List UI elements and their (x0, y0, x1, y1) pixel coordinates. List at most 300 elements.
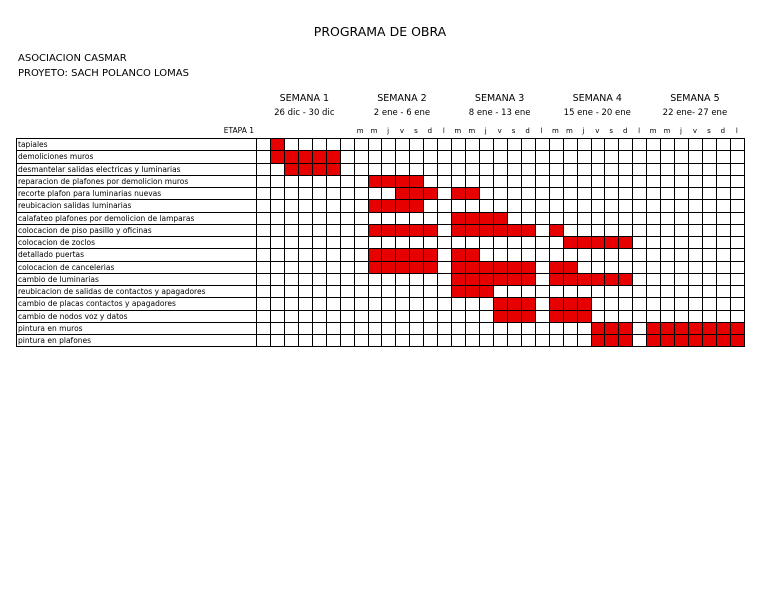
schedule-cell (493, 286, 507, 298)
schedule-cell (605, 310, 619, 322)
schedule-cell (605, 224, 619, 236)
schedule-cell (340, 224, 354, 236)
schedule-cell (312, 188, 326, 200)
day-letter: l (540, 127, 543, 135)
schedule-cell (340, 237, 354, 249)
schedule-cell (730, 212, 744, 224)
schedule-cell (619, 151, 633, 163)
schedule-cell (340, 286, 354, 298)
schedule-cell (675, 163, 689, 175)
schedule-cell (410, 335, 424, 347)
schedule-cell (563, 335, 577, 347)
schedule-cell-active (549, 310, 563, 322)
schedule-cell (480, 200, 494, 212)
schedule-cell-active (591, 237, 605, 249)
schedule-cell-active (452, 249, 466, 261)
schedule-cell (410, 151, 424, 163)
etapa-label: ETAPA 1 (223, 126, 254, 135)
schedule-cell (257, 212, 271, 224)
schedule-cell-active (675, 322, 689, 334)
schedule-cell (284, 273, 298, 285)
day-letter: l (735, 127, 738, 135)
schedule-cell (647, 261, 661, 273)
schedule-cell (438, 224, 452, 236)
schedule-cell (466, 322, 480, 334)
schedule-cell-active (326, 163, 340, 175)
schedule-cell (438, 188, 452, 200)
day-letter: s (609, 127, 614, 135)
schedule-cell (563, 224, 577, 236)
day-letter: j (680, 127, 682, 135)
day-letter: l (442, 127, 445, 135)
schedule-cell (340, 163, 354, 175)
schedule-cell (354, 322, 368, 334)
schedule-cell (689, 273, 703, 285)
schedule-cell (480, 237, 494, 249)
schedule-cell (619, 310, 633, 322)
schedule-cell (605, 261, 619, 273)
schedule-cell (633, 212, 647, 224)
schedule-cell (270, 310, 284, 322)
schedule-cell (689, 224, 703, 236)
schedule-cell (270, 224, 284, 236)
schedule-cell-active (563, 310, 577, 322)
schedule-cell (689, 298, 703, 310)
schedule-cell (689, 237, 703, 249)
schedule-cell (312, 298, 326, 310)
schedule-cell (396, 322, 410, 334)
schedule-cell (563, 188, 577, 200)
schedule-cell (270, 200, 284, 212)
schedule-cell (368, 139, 382, 151)
schedule-cell (675, 212, 689, 224)
schedule-cell (703, 261, 717, 273)
schedule-cell (452, 151, 466, 163)
schedule-cell-active (619, 322, 633, 334)
schedule-cell (466, 151, 480, 163)
schedule-cell (535, 322, 549, 334)
schedule-cell-active (619, 335, 633, 347)
association-name: ASOCIACION CASMAR (18, 53, 127, 64)
schedule-cell-active (730, 322, 744, 334)
day-letter: v (595, 127, 600, 135)
schedule-cell-active (396, 175, 410, 187)
schedule-cell (563, 163, 577, 175)
schedule-cell-active (605, 273, 619, 285)
schedule-cell-active (396, 200, 410, 212)
schedule-cell (312, 175, 326, 187)
schedule-cell (298, 310, 312, 322)
schedule-cell (270, 175, 284, 187)
schedule-cell (396, 310, 410, 322)
task-name: reparacion de plafones por demolicion muros (17, 175, 257, 187)
day-letter: s (511, 127, 516, 135)
schedule-cell (675, 310, 689, 322)
schedule-cell (270, 322, 284, 334)
schedule-cell-active (577, 237, 591, 249)
schedule-cell (382, 298, 396, 310)
schedule-cell (438, 237, 452, 249)
schedule-cell (410, 273, 424, 285)
schedule-cell (507, 139, 521, 151)
schedule-cell (298, 286, 312, 298)
schedule-cell-active (466, 261, 480, 273)
task-row (17, 200, 745, 212)
schedule-cell (438, 175, 452, 187)
schedule-cell (257, 298, 271, 310)
schedule-cell-active (591, 273, 605, 285)
day-letter: d (622, 127, 628, 135)
schedule-cell (563, 249, 577, 261)
schedule-cell (257, 139, 271, 151)
schedule-cell (410, 139, 424, 151)
schedule-cell (270, 335, 284, 347)
schedule-cell (507, 322, 521, 334)
schedule-cell (591, 151, 605, 163)
schedule-cell (382, 188, 396, 200)
schedule-cell (354, 249, 368, 261)
schedule-cell (257, 335, 271, 347)
schedule-cell (535, 273, 549, 285)
schedule-cell-active (605, 322, 619, 334)
schedule-cell-active (368, 261, 382, 273)
schedule-cell (716, 163, 730, 175)
schedule-cell (689, 212, 703, 224)
schedule-cell (716, 286, 730, 298)
schedule-cell-active (466, 188, 480, 200)
day-letter: m (649, 127, 657, 135)
schedule-cell (284, 139, 298, 151)
schedule-cell-active (619, 273, 633, 285)
task-row (17, 286, 745, 298)
schedule-cell (298, 237, 312, 249)
schedule-cell (577, 212, 591, 224)
schedule-cell (270, 286, 284, 298)
schedule-cell (368, 188, 382, 200)
schedule-cell (619, 188, 633, 200)
schedule-cell (452, 310, 466, 322)
schedule-cell (438, 298, 452, 310)
schedule-cell (340, 212, 354, 224)
schedule-cell (340, 298, 354, 310)
schedule-cell (507, 286, 521, 298)
schedule-cell (270, 163, 284, 175)
schedule-cell (675, 200, 689, 212)
schedule-cell (675, 261, 689, 273)
schedule-cell (605, 175, 619, 187)
schedule-cell (396, 286, 410, 298)
schedule-cell (466, 163, 480, 175)
schedule-cell-active (605, 335, 619, 347)
schedule-cell (368, 335, 382, 347)
schedule-cell (466, 335, 480, 347)
task-row (17, 163, 745, 175)
schedule-cell (521, 286, 535, 298)
schedule-cell (312, 224, 326, 236)
schedule-cell (438, 139, 452, 151)
schedule-cell (340, 335, 354, 347)
week-date-range: 26 dic - 30 dic (274, 108, 335, 118)
schedule-cell (424, 200, 438, 212)
schedule-cell (605, 188, 619, 200)
schedule-cell (424, 335, 438, 347)
schedule-cell (480, 175, 494, 187)
schedule-cell-active (480, 261, 494, 273)
schedule-cell (438, 151, 452, 163)
schedule-cell-active (368, 249, 382, 261)
schedule-cell (326, 188, 340, 200)
schedule-cell (716, 237, 730, 249)
schedule-cell (270, 249, 284, 261)
schedule-cell (354, 175, 368, 187)
schedule-cell-active (716, 322, 730, 334)
schedule-cell (689, 139, 703, 151)
schedule-cell (340, 151, 354, 163)
schedule-cell (647, 212, 661, 224)
schedule-cell (633, 224, 647, 236)
schedule-cell (633, 335, 647, 347)
schedule-cell-active (382, 261, 396, 273)
schedule-cell (675, 224, 689, 236)
schedule-cell (493, 237, 507, 249)
schedule-cell (354, 224, 368, 236)
schedule-cell (368, 286, 382, 298)
schedule-cell (396, 335, 410, 347)
schedule-cell (340, 200, 354, 212)
schedule-cell (270, 261, 284, 273)
schedule-cell (730, 261, 744, 273)
schedule-cell (661, 286, 675, 298)
schedule-cell (619, 286, 633, 298)
schedule-cell-active (507, 261, 521, 273)
schedule-cell-active (577, 273, 591, 285)
schedule-cell (368, 322, 382, 334)
schedule-cell (424, 237, 438, 249)
schedule-cell-active (410, 188, 424, 200)
schedule-cell (368, 298, 382, 310)
schedule-cell-active (507, 224, 521, 236)
schedule-cell (730, 188, 744, 200)
schedule-cell (619, 175, 633, 187)
schedule-cell (549, 286, 563, 298)
schedule-cell-active (493, 212, 507, 224)
schedule-cell (675, 298, 689, 310)
schedule-cell (284, 335, 298, 347)
day-letter: m (663, 127, 671, 135)
schedule-cell-active (493, 310, 507, 322)
schedule-cell (452, 237, 466, 249)
day-letter: j (484, 127, 487, 135)
schedule-cell (605, 286, 619, 298)
day-letter: m (454, 127, 462, 135)
schedule-cell (424, 322, 438, 334)
schedule-cell (284, 212, 298, 224)
schedule-cell (619, 200, 633, 212)
schedule-cell (535, 175, 549, 187)
schedule-cell (438, 286, 452, 298)
schedule-cell-active (563, 298, 577, 310)
schedule-cell (661, 237, 675, 249)
schedule-cell (480, 163, 494, 175)
schedule-cell (354, 200, 368, 212)
schedule-cell (703, 212, 717, 224)
schedule-cell (661, 261, 675, 273)
schedule-cell (716, 188, 730, 200)
schedule-cell (535, 224, 549, 236)
week-date-range: 2 ene - 6 ene (373, 108, 431, 118)
schedule-cell (493, 322, 507, 334)
task-name: calafateo plafones por demolicion de lamparas (17, 212, 257, 224)
day-letter: v (497, 127, 502, 135)
schedule-cell (591, 163, 605, 175)
schedule-cell (438, 310, 452, 322)
day-letter: v (399, 127, 405, 135)
schedule-cell (605, 139, 619, 151)
schedule-cell (396, 273, 410, 285)
schedule-cell (633, 286, 647, 298)
schedule-cell (730, 310, 744, 322)
task-name: pintura en plafones (17, 335, 257, 347)
schedule-cell (661, 310, 675, 322)
schedule-cell (354, 273, 368, 285)
schedule-cell (661, 249, 675, 261)
schedule-cell (730, 139, 744, 151)
schedule-cell (647, 188, 661, 200)
schedule-cell (354, 261, 368, 273)
schedule-cell-active (563, 273, 577, 285)
week-label: SEMANA 5 (670, 93, 720, 104)
schedule-cell-active (507, 310, 521, 322)
schedule-cell (647, 286, 661, 298)
schedule-cell-active (382, 175, 396, 187)
schedule-cell (661, 212, 675, 224)
task-row (17, 139, 745, 151)
schedule-cell (535, 237, 549, 249)
schedule-cell-active (493, 273, 507, 285)
schedule-cell (452, 298, 466, 310)
day-letter: m (356, 127, 364, 135)
schedule-cell (382, 139, 396, 151)
schedule-cell (493, 151, 507, 163)
schedule-cell (647, 298, 661, 310)
schedule-cell-active (563, 261, 577, 273)
schedule-cell (340, 175, 354, 187)
schedule-cell-active (452, 224, 466, 236)
schedule-cell (493, 335, 507, 347)
schedule-cell (521, 335, 535, 347)
schedule-cell (535, 310, 549, 322)
schedule-cell (661, 273, 675, 285)
day-letter: d (427, 127, 433, 135)
schedule-cell (577, 224, 591, 236)
schedule-cell (549, 163, 563, 175)
schedule-cell (549, 212, 563, 224)
schedule-cell (480, 151, 494, 163)
schedule-cell (703, 286, 717, 298)
schedule-cell (619, 249, 633, 261)
schedule-cell (647, 310, 661, 322)
schedule-cell-active (452, 261, 466, 273)
schedule-cell (619, 298, 633, 310)
schedule-cell (633, 175, 647, 187)
schedule-cell-active (480, 273, 494, 285)
schedule-cell (257, 200, 271, 212)
schedule-cell (633, 249, 647, 261)
schedule-cell (577, 175, 591, 187)
schedule-cell (312, 286, 326, 298)
schedule-cell (340, 261, 354, 273)
schedule-cell (493, 175, 507, 187)
schedule-cell (298, 335, 312, 347)
schedule-cell (535, 286, 549, 298)
schedule-cell-active (480, 286, 494, 298)
schedule-cell-active (591, 322, 605, 334)
schedule-cell-active (368, 200, 382, 212)
schedule-cell (410, 237, 424, 249)
schedule-cell-active (382, 200, 396, 212)
schedule-cell (507, 175, 521, 187)
schedule-cell (257, 273, 271, 285)
schedule-cell (507, 249, 521, 261)
schedule-cell (521, 322, 535, 334)
schedule-cell (452, 163, 466, 175)
schedule-cell-active (507, 273, 521, 285)
schedule-cell (661, 224, 675, 236)
schedule-cell (521, 237, 535, 249)
schedule-cell (605, 163, 619, 175)
schedule-cell (284, 175, 298, 187)
schedule-cell (507, 237, 521, 249)
task-row (17, 273, 745, 285)
schedule-cell (340, 249, 354, 261)
schedule-cell (535, 151, 549, 163)
schedule-cell (257, 188, 271, 200)
schedule-cell (452, 139, 466, 151)
schedule-cell (410, 286, 424, 298)
schedule-cell (703, 237, 717, 249)
schedule-cell (661, 188, 675, 200)
schedule-cell (730, 249, 744, 261)
schedule-cell (591, 261, 605, 273)
schedule-cell (298, 224, 312, 236)
schedule-cell-active (452, 286, 466, 298)
schedule-cell (438, 200, 452, 212)
schedule-cell (354, 335, 368, 347)
schedule-cell-active (424, 261, 438, 273)
task-name: reubicacion de salidas de contactos y apagadores (17, 286, 257, 298)
schedule-cell (675, 175, 689, 187)
schedule-cell-active (493, 224, 507, 236)
schedule-cell (354, 286, 368, 298)
schedule-cell (549, 175, 563, 187)
schedule-cell (591, 286, 605, 298)
schedule-cell-active (312, 151, 326, 163)
schedule-cell-active (368, 175, 382, 187)
week-date-range: 22 ene- 27 ene (662, 108, 728, 118)
schedule-cell (424, 163, 438, 175)
schedule-cell (284, 322, 298, 334)
schedule-cell (326, 298, 340, 310)
week-label: SEMANA 1 (279, 93, 330, 104)
schedule-cell (647, 163, 661, 175)
schedule-cell (326, 212, 340, 224)
task-row (17, 310, 745, 322)
schedule-cell (521, 151, 535, 163)
schedule-cell-active (577, 310, 591, 322)
schedule-cell (270, 298, 284, 310)
schedule-cell (410, 322, 424, 334)
schedule-cell (340, 273, 354, 285)
